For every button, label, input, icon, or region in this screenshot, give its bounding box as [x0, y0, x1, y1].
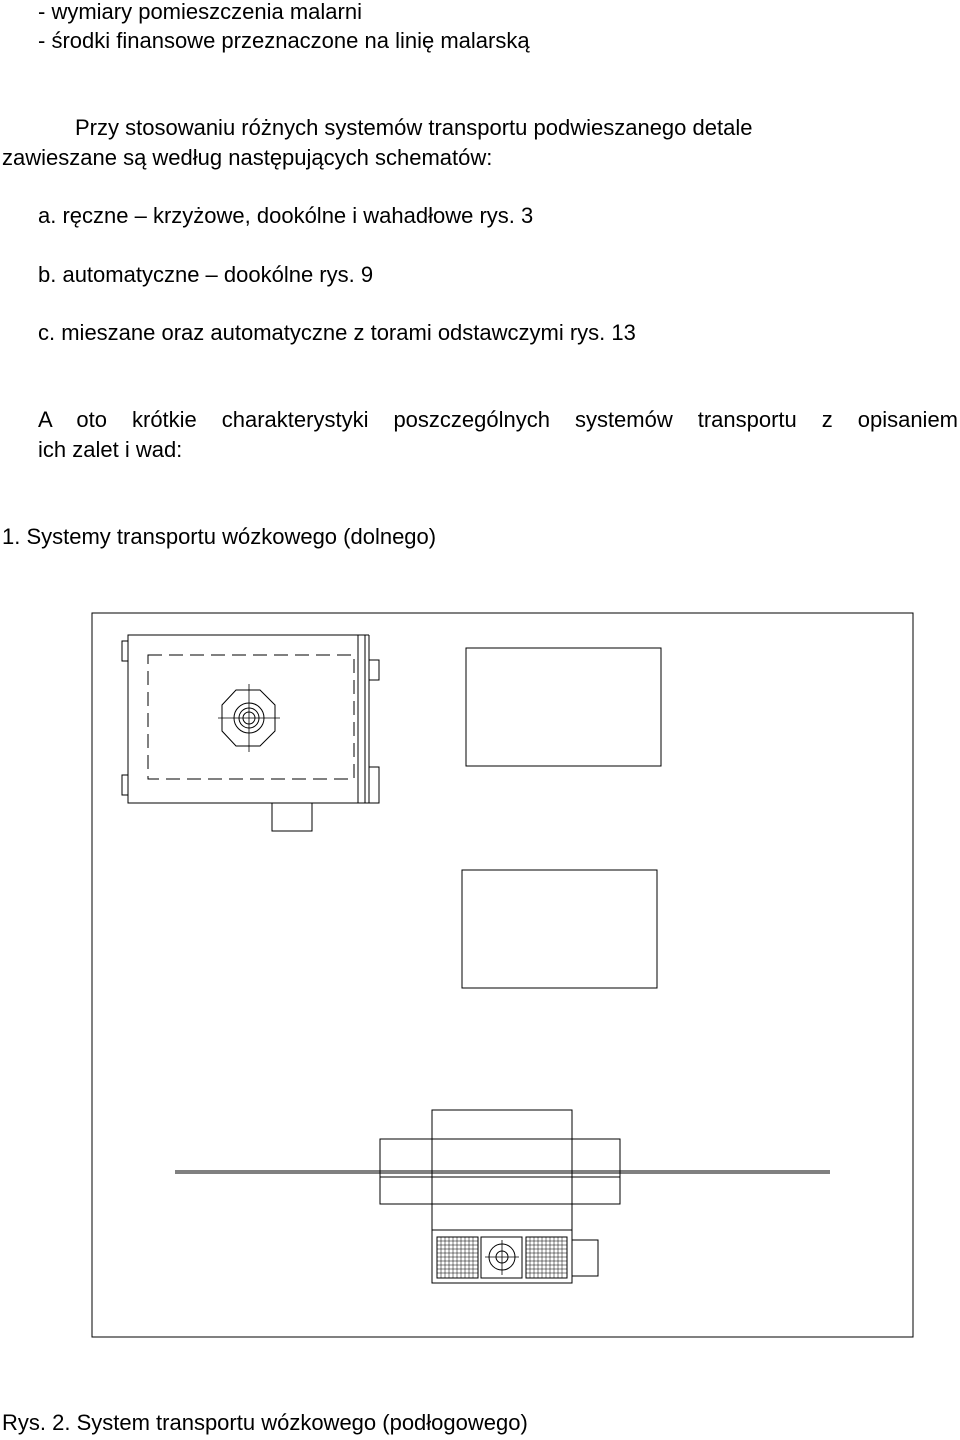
scheme-item-b: b. automatyczne – dookólne rys. 9 [38, 262, 374, 287]
drawing-frame [92, 613, 913, 1337]
bullet-item-dimensions: - wymiary pomieszczenia malarni [38, 0, 362, 24]
station-rect-lower [462, 870, 657, 988]
booth-unit [122, 635, 379, 831]
intro-line-1: Przy stosowaniu różnych systemów transportu podwieszanego detale [75, 115, 753, 140]
side-box [572, 1240, 598, 1276]
booth-dashed-area [148, 655, 354, 779]
grate-center-box [481, 1237, 522, 1278]
grate-left [437, 1237, 478, 1278]
booth-tab-left-bottom [122, 775, 128, 795]
section-heading: 1. Systemy transportu wózkowego (dolnego) [2, 524, 437, 549]
intro-line-2: zawieszane są według następujących schematów: [2, 145, 493, 170]
booth-tab-right-top [369, 660, 379, 680]
booth-outlet [272, 803, 312, 831]
summary-line-1: A oto krótkie charakterystyki poszczególnych systemów transportu z opisaniem [38, 407, 958, 432]
grate-right [526, 1237, 567, 1278]
bullet-item-funds: - środki finansowe przeznaczone na linię malarską [38, 28, 530, 53]
figure-caption: Rys. 2. System transportu wózkowego (podłogowego) [2, 1410, 528, 1435]
booth-tab-right-bottom [369, 767, 379, 803]
booth-tab-left-top [122, 641, 128, 661]
station-rect-upper [466, 648, 661, 766]
bottom-booth-unit [380, 1110, 620, 1283]
scheme-item-c: c. mieszane oraz automatyczne z torami odstawczymi rys. 13 [38, 320, 636, 345]
summary-line-2: ich zalet i wad: [38, 437, 183, 462]
scheme-item-a: a. ręczne – krzyżowe, dookólne i wahadłowe rys. 3 [38, 203, 534, 228]
